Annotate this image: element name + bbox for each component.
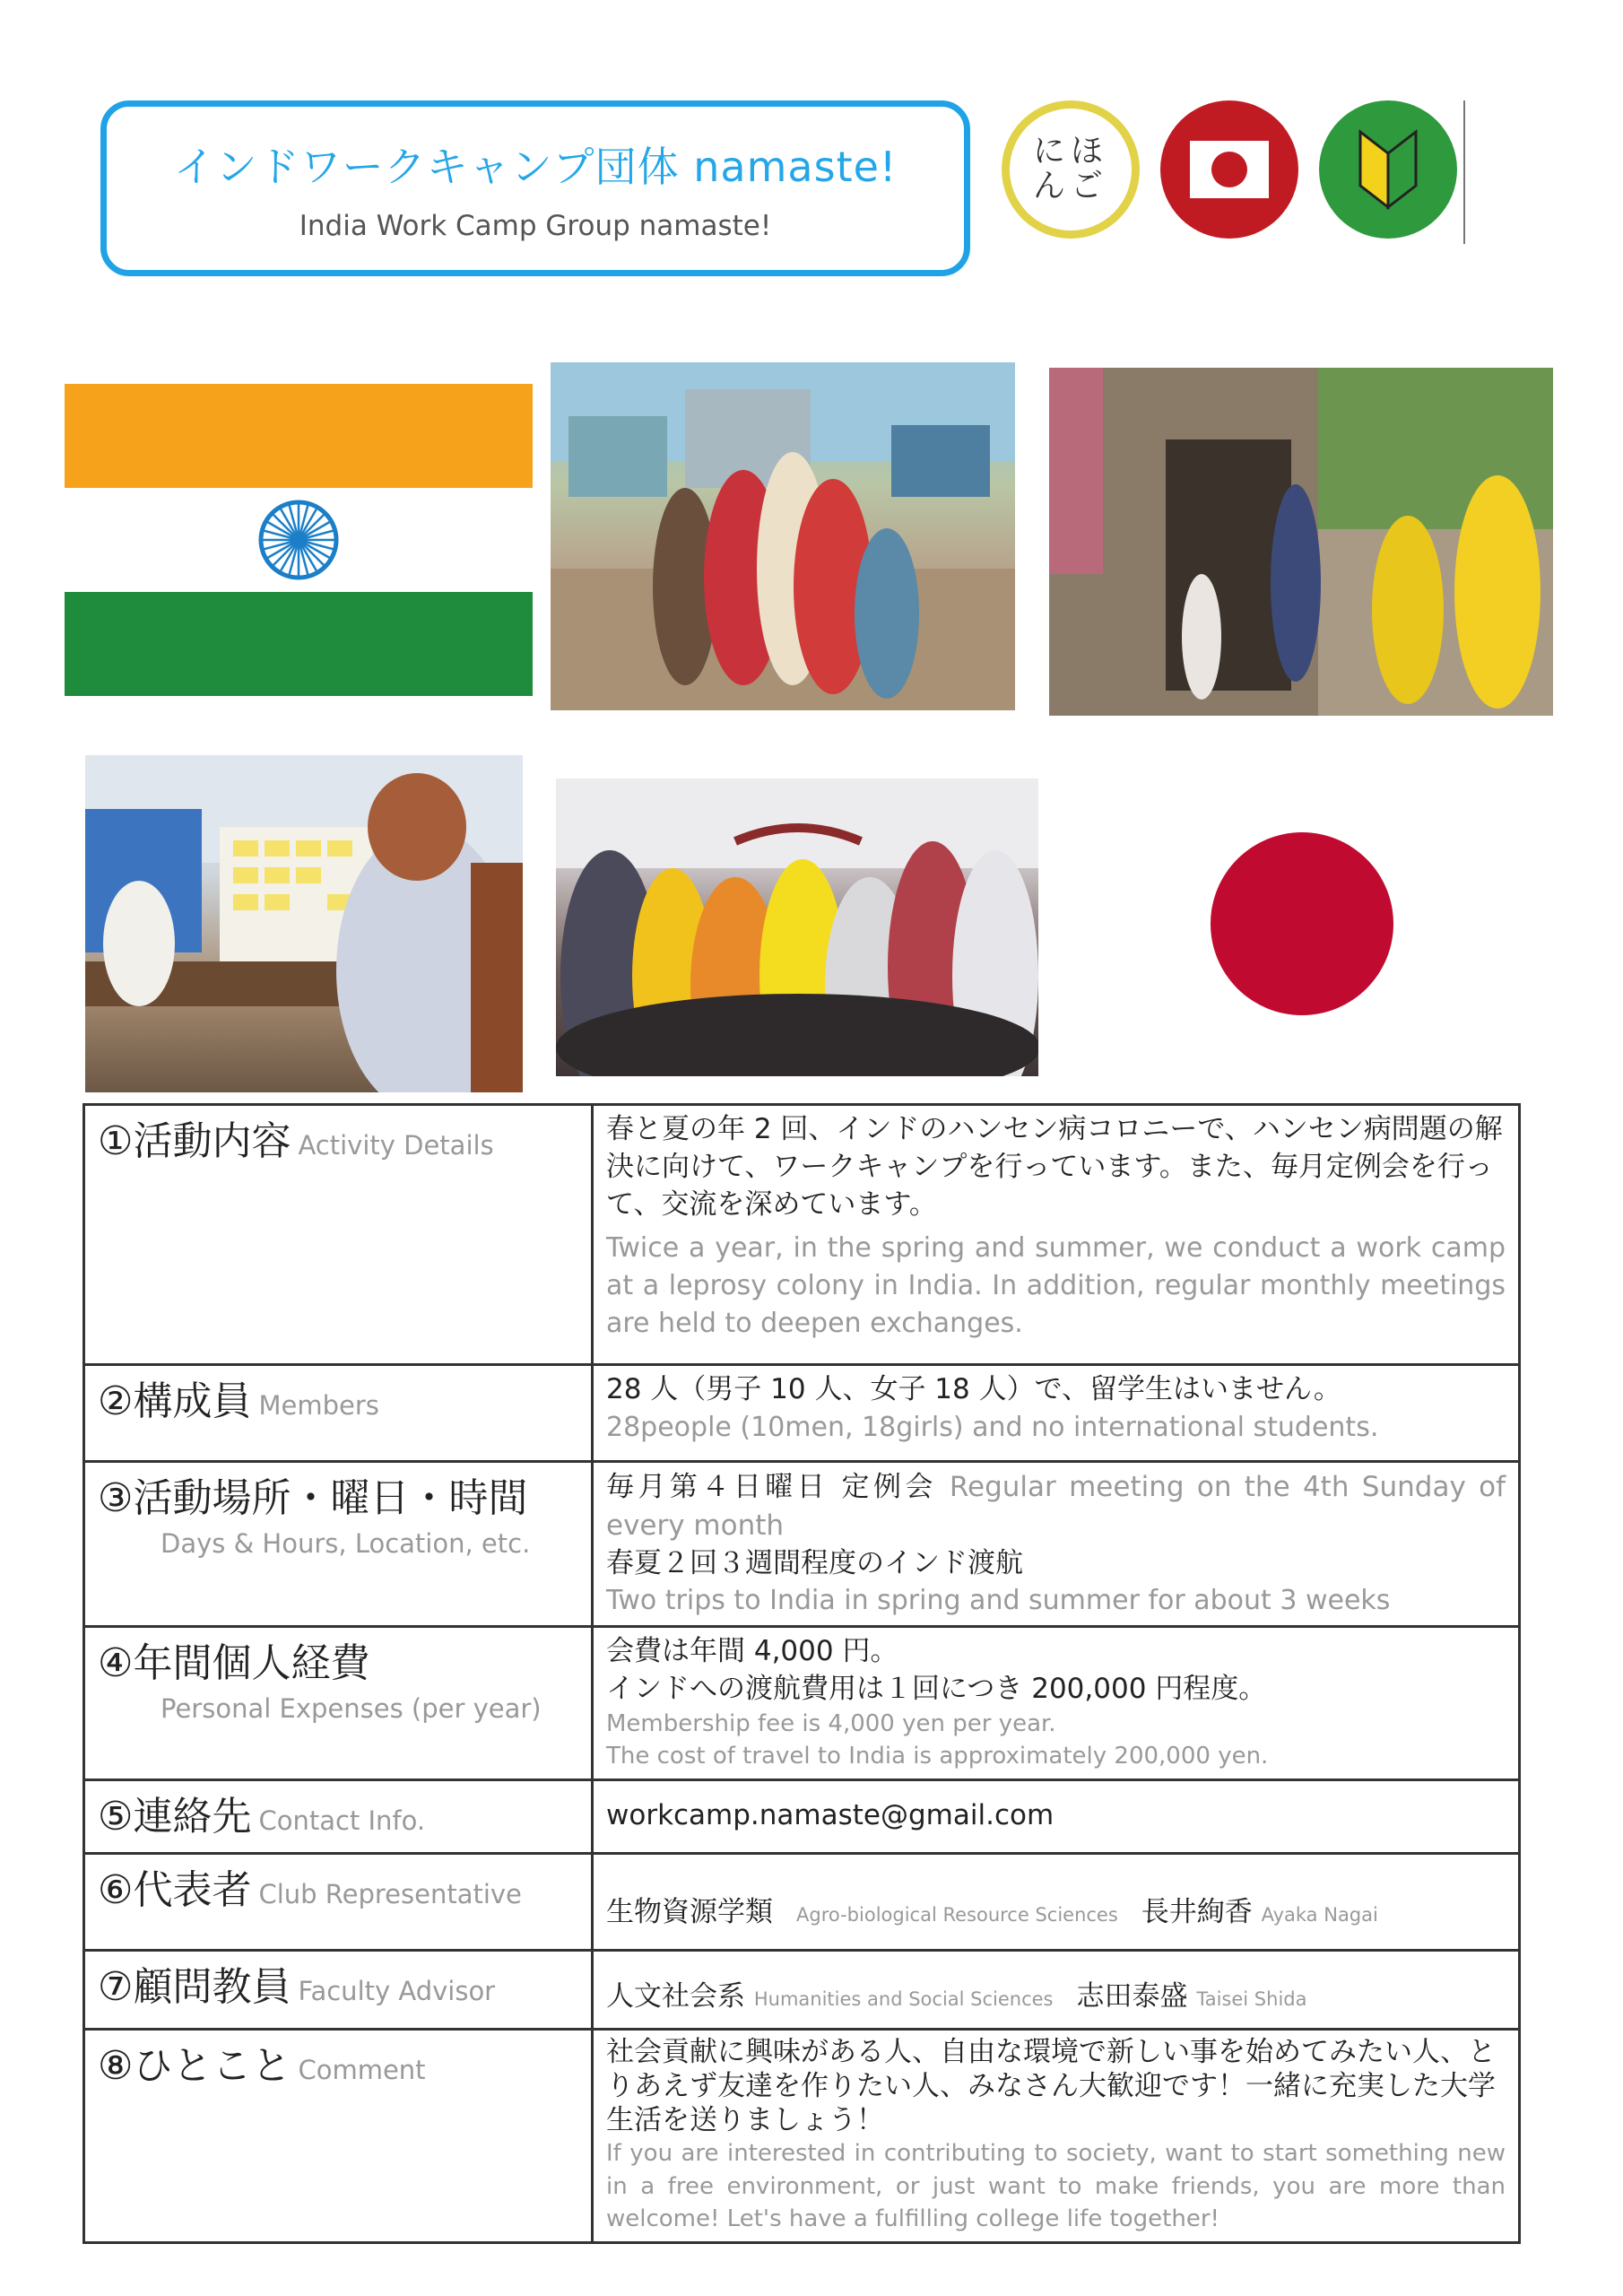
contact-label: ⑤連絡先 bbox=[98, 1793, 252, 1839]
advisor-dept-jp: 人文社会系 bbox=[606, 1979, 745, 2013]
expenses-line2-jp: インドへの渡航費用は１回につき 200,000 円程度。 bbox=[606, 1673, 1267, 1706]
activity-text-en: Twice a year, in the spring and summer, we conduct a work camp at a leprosy colony in India. In addition, regular monthly meetings are held to deepen exchanges. bbox=[606, 1231, 1506, 1339]
india-flag-saffron-band bbox=[65, 384, 533, 488]
representative-dept-en: Agro-biological Resource Sciences bbox=[796, 1903, 1118, 1926]
nihongo-badge-line1: にほ bbox=[1032, 133, 1108, 170]
beginner-mark-icon bbox=[1357, 128, 1419, 211]
table-row bbox=[84, 1950, 1520, 2029]
ashoka-chakra-icon bbox=[257, 499, 340, 581]
members-label: ②構成員 bbox=[98, 1378, 252, 1424]
activity-text-jp: 春と夏の年 2 回、インドのハンセン病コロニーで、ハンセン病問題の解決に向けて、ワークキャンプを行っています。また、毎月定例会を行って、交流を深めています。 bbox=[606, 1113, 1503, 1221]
row-value bbox=[593, 1365, 1520, 1462]
row-value bbox=[593, 1105, 1520, 1365]
japanese-flag-badge bbox=[1160, 100, 1298, 239]
comment-label: ⑧ひとこと bbox=[98, 2042, 291, 2089]
india-flag-white-band bbox=[65, 488, 533, 592]
expenses-label-en: Personal Expenses (per year) bbox=[161, 1693, 542, 1725]
japanese-flag-icon bbox=[1190, 141, 1269, 198]
comment-text-jp: 社会貢献に興味がある人、自由な環境で新しい事を始めてみたい人、とりあえず友達を作りたい人、みなさん大歓迎です！一緒に充実した大学生活を送りましょう！ bbox=[606, 2035, 1496, 2136]
contact-label-en: Contact Info. bbox=[258, 1805, 426, 1836]
table-row bbox=[84, 1853, 1520, 1950]
advisor-dept-en: Humanities and Social Sciences bbox=[753, 1987, 1054, 2010]
location-line2-jp: 春夏２回３週間程度のインド渡航 bbox=[606, 1546, 1023, 1579]
table-row bbox=[84, 1462, 1520, 1627]
row-value bbox=[593, 1462, 1520, 1627]
comment-label-en: Comment bbox=[298, 2054, 426, 2085]
row-label bbox=[84, 1365, 593, 1462]
nihongo-badge-line2: んご bbox=[1032, 168, 1108, 204]
row-value bbox=[593, 1853, 1520, 1950]
members-text-en: 28people (10men, 18girls) and no international students. bbox=[606, 1411, 1379, 1443]
row-label bbox=[84, 1105, 593, 1365]
row-label bbox=[84, 1627, 593, 1779]
location-label-en: Days & Hours, Location, etc. bbox=[161, 1527, 531, 1559]
page-subtitle: India Work Camp Group namaste! bbox=[299, 210, 772, 242]
location-line1-jp: 毎月第４日曜日 定例会 bbox=[606, 1471, 937, 1503]
india-flag bbox=[65, 384, 533, 698]
activity-label-en: Activity Details bbox=[298, 1130, 494, 1161]
expenses-label: ④年間個人経費 bbox=[98, 1640, 370, 1687]
representative-label: ⑥代表者 bbox=[98, 1866, 252, 1913]
table-row bbox=[84, 1105, 1520, 1365]
representative-dept-jp: 生物資源学類 bbox=[606, 1895, 773, 1928]
table-row bbox=[84, 2029, 1520, 2242]
expenses-line1-jp: 会費は年間 4,000 円。 bbox=[606, 1635, 898, 1668]
contact-email[interactable]: workcamp.namaste@gmail.com bbox=[606, 1799, 1055, 1832]
row-value bbox=[593, 1950, 1520, 2029]
page-title: インドワークキャンプ団体 namaste! bbox=[173, 143, 898, 191]
title-box bbox=[100, 100, 970, 276]
beginner-mark-badge bbox=[1319, 100, 1457, 239]
members-label-en: Members bbox=[258, 1390, 379, 1421]
japanese-flag bbox=[1211, 832, 1393, 1015]
row-label bbox=[84, 1779, 593, 1853]
representative-name-jp: 長井絢香 bbox=[1141, 1895, 1253, 1928]
photo-group-costumes bbox=[556, 778, 1038, 1076]
row-label bbox=[84, 1950, 593, 2029]
row-label bbox=[84, 1462, 593, 1627]
photo-children-in-village bbox=[551, 362, 1015, 710]
table-row bbox=[84, 1627, 1520, 1779]
comment-text-en: If you are interested in contributing to society, want to start something new in a free environment, or just want to make friends, you are more than welcome! Let's have a fulfilling college life together! bbox=[606, 2140, 1506, 2233]
expenses-line1-en: Membership fee is 4,000 yen per year. bbox=[606, 1710, 1056, 1738]
advisor-label: ⑦顧問教員 bbox=[98, 1963, 291, 2010]
row-value bbox=[593, 1627, 1520, 1779]
representative-label-en: Club Representative bbox=[258, 1878, 522, 1909]
table-row bbox=[84, 1779, 1520, 1853]
info-table bbox=[82, 1103, 1521, 2244]
expenses-line2-en: The cost of travel to India is approximately 200,000 yen. bbox=[606, 1743, 1269, 1770]
advisor-name-en: Taisei Shida bbox=[1196, 1987, 1307, 2010]
location-label: ③活動場所・曜日・時間 bbox=[98, 1475, 528, 1521]
advisor-label-en: Faculty Advisor bbox=[298, 1975, 496, 2006]
india-flag-green-band bbox=[65, 592, 533, 696]
location-line2-en: Two trips to India in spring and summer for about 3 weeks bbox=[606, 1585, 1391, 1617]
table-row bbox=[84, 1365, 1520, 1462]
members-text-jp: 28 人（男子 10 人、女子 18 人）で、留学生はいません。 bbox=[606, 1373, 1341, 1405]
photo-visit-to-house bbox=[1049, 368, 1553, 716]
row-label bbox=[84, 1853, 593, 1950]
photo-meeting-sticky-notes bbox=[85, 755, 523, 1092]
divider bbox=[1463, 100, 1465, 244]
location-line1-en: Regular meeting on the 4th Sunday of every month bbox=[606, 1471, 1506, 1542]
nihongo-badge bbox=[1002, 100, 1140, 239]
row-value bbox=[593, 1779, 1520, 1853]
activity-label: ①活動内容 bbox=[98, 1118, 291, 1164]
advisor-name-jp: 志田泰盛 bbox=[1076, 1979, 1188, 2013]
row-label bbox=[84, 2029, 593, 2242]
row-value bbox=[593, 2029, 1520, 2242]
representative-name-en: Ayaka Nagai bbox=[1261, 1903, 1378, 1926]
